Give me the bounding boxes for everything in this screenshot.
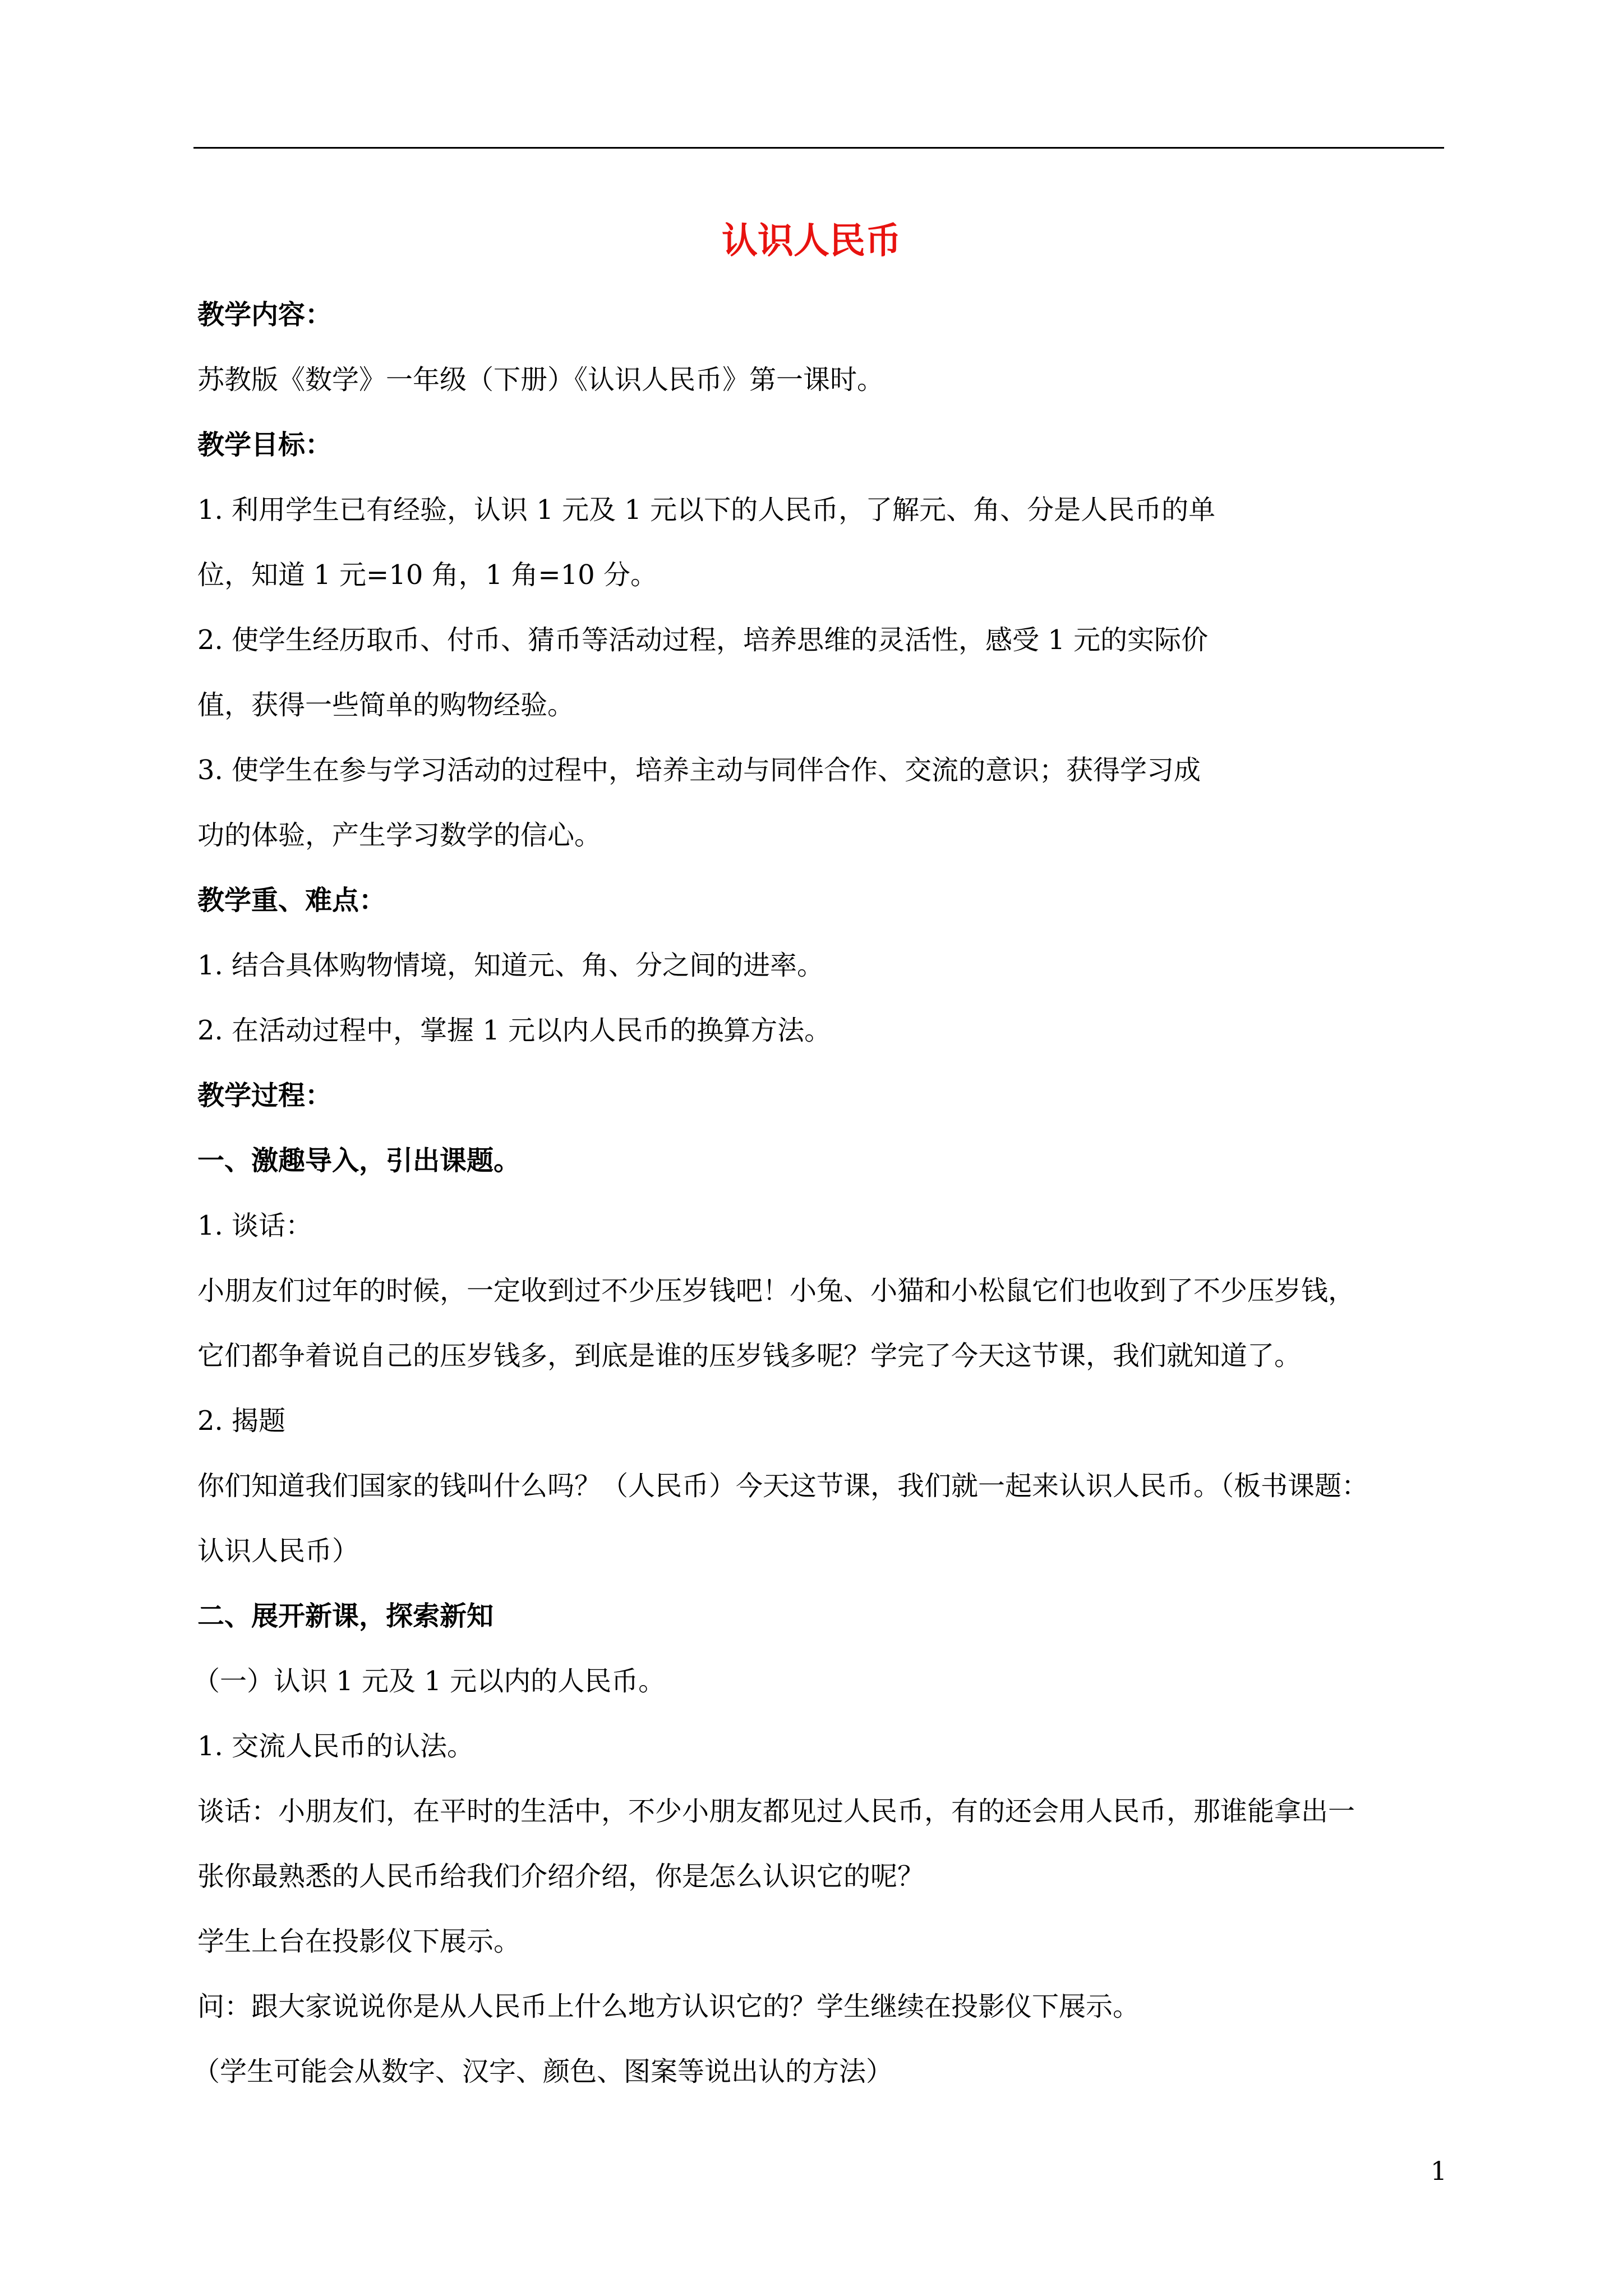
section-heading: 一、激趣导入，引出课题。 <box>197 1145 521 1176</box>
document-body <box>193 297 1448 2119</box>
paragraph-line: 位，知道 1 元=10 角，1 角=10 分。 <box>197 559 657 591</box>
paragraph-line: 学生上台在投影仪下展示。 <box>197 1926 521 1957</box>
paragraph-line: 问：跟大家说说你是从人民币上什么地方认识它的？学生继续在投影仪下展示。 <box>197 1991 1140 2022</box>
paragraph-line: 小朋友们过年的时候，一定收到过不少压岁钱吧！小兔、小猫和小松鼠它们也收到了不少压岁钱， <box>197 1275 1355 1306</box>
paragraph-line: 苏教版《数学》一年级（下册）《认识人民币》第一课时。 <box>197 364 884 395</box>
paragraph-line: （一）认识 1 元及 1 元以内的人民币。 <box>193 1665 666 1697</box>
paragraph-line: 功的体验，产生学习数学的信心。 <box>197 820 602 851</box>
paragraph-line: 1. 利用学生已有经验，认识 1 元及 1 元以下的人民币，了解元、角、分是人民币的单 <box>197 494 1216 526</box>
paragraph-line: 它们都争着说自己的压岁钱多，到底是谁的压岁钱多呢？学完了今天这节课，我们就知道了。 <box>197 1340 1302 1372</box>
paragraph-line: 值，获得一些简单的购物经验。 <box>197 689 575 721</box>
header-rule <box>193 147 1444 149</box>
section-heading: 二、展开新课，探索新知 <box>197 1600 494 1632</box>
document-title: 认识人民币 <box>722 220 901 262</box>
paragraph-line: 你们知道我们国家的钱叫什么吗？（人民币）今天这节课，我们就一起来认识人民币。（板书课题： <box>197 1470 1369 1502</box>
section-heading: 教学内容： <box>197 299 333 330</box>
paragraph-line: 1. 谈话： <box>197 1210 313 1241</box>
section-heading: 教学目标： <box>197 429 333 461</box>
paragraph-line: 1. 交流人民币的认法。 <box>197 1731 474 1762</box>
paragraph-line: （学生可能会从数字、汉字、颜色、图案等说出认的方法） <box>193 2056 893 2087</box>
page-number: 1 <box>1430 2156 1447 2186</box>
paragraph-line: 认识人民币） <box>197 1535 359 1567</box>
paragraph-line: 2. 使学生经历取币、付币、猜币等活动过程，培养思维的灵活性，感受 1 元的实际价 <box>197 624 1209 656</box>
paragraph-line: 谈话：小朋友们，在平时的生活中，不少小朋友都见过人民币，有的还会用人民币，那谁能拿出一 <box>197 1796 1355 1827</box>
paragraph-line: 1. 结合具体购物情境，知道元、角、分之间的进率。 <box>197 950 824 981</box>
paragraph-line: 3. 使学生在参与学习活动的过程中，培养主动与同伴合作、交流的意识；获得学习成 <box>197 754 1201 786</box>
section-heading: 教学过程： <box>197 1080 333 1111</box>
paragraph-line: 2. 在活动过程中，掌握 1 元以内人民币的换算方法。 <box>197 1015 832 1046</box>
paragraph-line: 2. 揭题 <box>197 1405 286 1437</box>
section-heading: 教学重、难点： <box>197 885 386 916</box>
paragraph-line: 张你最熟悉的人民币给我们介绍介绍，你是怎么认识它的呢？ <box>197 1861 925 1892</box>
